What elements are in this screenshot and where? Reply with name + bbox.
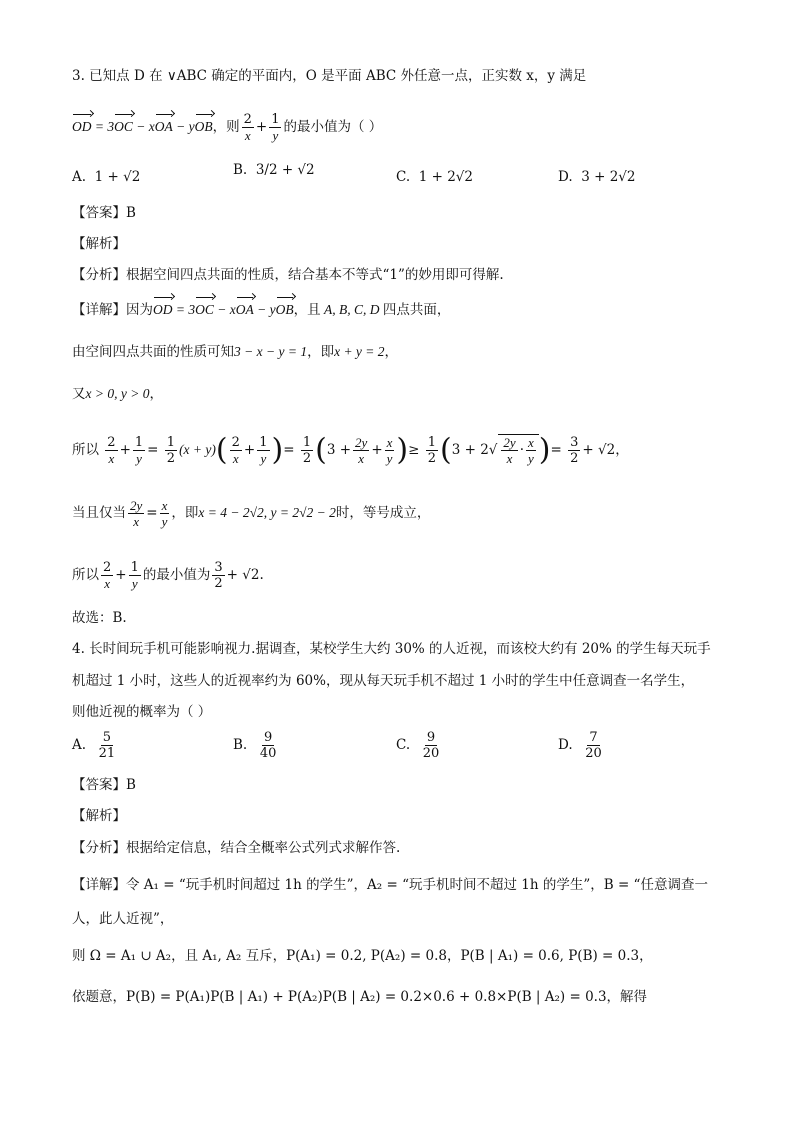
q3-detail-line6: 所以 $\frac{2}{x}$ + $\frac{1}{y}$ 的最小值为 $\frac{3}{2}$ + √2. bbox=[72, 560, 264, 591]
q4-fenxi: 【分析】根据给定信息，结合全概率公式列式求解作答. bbox=[72, 840, 401, 856]
q3-detail-line1: 【详解】因为OD = 3OC − xOA − yOB，且 A, B, C, D 四点共面， bbox=[72, 302, 451, 318]
q4-detail-line3: 则 Ω = A₁ ∪ A₂，且 A₁, A₂ 互斥，P(A₁) = 0.2, P(A₂) = 0.8，P(B | A₁) = 0.6, P(B) = 0.3， bbox=[72, 948, 653, 964]
q3-frac-2x: $\frac{2}{x}$ bbox=[243, 112, 252, 143]
q3-analysis-heading: 【解析】 bbox=[72, 236, 126, 252]
q4-option-c: C. $\frac{9}{20}$ bbox=[396, 730, 440, 761]
q4-stem-line3: 则他近视的概率为（ ） bbox=[72, 704, 212, 720]
q3-detail-line5: 当且仅当 $\frac{2y}{x}$ = $\frac{x}{y}$ ，即x = 4 − 2√2, y = 2√2 − 2时，等号成立， bbox=[72, 498, 431, 529]
q3-detail-line4: 所以 $\frac{2}{x}$ + $\frac{1}{y}$ = $\frac{1}{2}$ (x + y)( $\frac{2}{x}$ + $\frac{1}{y}$ )= $\frac{1}{2}$ (3 + $\frac{2y}{x}$ + $\frac{x}{y}$ )≥ $\frac{1}{2}$ (3 + 2√ $\frac{2y}{x}$ · $\frac{x}{y}$ )= $\frac{3}{2}$ + √2， bbox=[72, 432, 629, 468]
q3-frac-1y: $\frac{1}{y}$ bbox=[271, 112, 280, 143]
q4-option-a: A. $\frac{5}{21}$ bbox=[72, 730, 116, 761]
q4-answer: 【答案】B bbox=[72, 777, 136, 793]
q3-vector-equation: OD = 3OC − xOA − yOB bbox=[72, 119, 213, 134]
q4-detail-line1: 【详解】令 A₁ = “玩手机时间超过 1h 的学生”，A₂ = “玩手机时间不超过 1h 的学生”，B = “任意调查一 bbox=[72, 877, 708, 893]
q3-stem-line2: OD = 3OC − xOA − yOB，则 $\frac{2}{x}$ + $\frac{1}{y}$ 的最小值为（ ） bbox=[72, 112, 383, 143]
q4-option-d: D. $\frac{7}{20}$ bbox=[558, 730, 602, 761]
q4-detail-line2: 人，此人近视”， bbox=[72, 911, 174, 927]
q3-detail-line2: 由空间四点共面的性质可知3 − x − y = 1，即x + y = 2， bbox=[72, 344, 399, 360]
q3-stem-line1: 3. 已知点 D 在 ∨ABC 确定的平面内，O 是平面 ABC 外任意一点，正实数 x，y 满足 bbox=[72, 68, 587, 84]
q3-fenxi: 【分析】根据空间四点共面的性质，结合基本不等式“1”的妙用即可得解. bbox=[72, 267, 504, 283]
q3-option-a: A. 1 + √2 bbox=[72, 169, 141, 185]
q4-detail-line4: 依题意，P(B) = P(A₁)P(B | A₁) + P(A₂)P(B | A₂) = 0.2×0.6 + 0.8×P(B | A₂) = 0.3，解得 bbox=[72, 989, 648, 1005]
q3-option-d: D. 3 + 2√2 bbox=[558, 169, 636, 185]
q3-option-c: C. 1 + 2√2 bbox=[396, 169, 473, 185]
q4-stem-line2: 机超过 1 小时，这些人的近视率约为 60%，现从每天玩手机不超过 1 小时的学生中任意调查一名学生， bbox=[72, 673, 695, 689]
q3-detail-line3: 又x > 0, y > 0， bbox=[72, 386, 163, 402]
q4-analysis-heading: 【解析】 bbox=[72, 808, 126, 824]
q3-answer: 【答案】B bbox=[72, 205, 136, 221]
q3-option-b: B. 3/2 + √2 bbox=[233, 162, 315, 178]
q3-conclusion: 故选：B. bbox=[72, 610, 127, 626]
q4-stem-line1: 4. 长时间玩手机可能影响视力.据调查，某校学生大约 30% 的人近视，而该校大约有 20% 的学生每天玩手 bbox=[72, 641, 711, 657]
q4-option-b: B. $\frac{9}{40}$ bbox=[233, 730, 277, 761]
